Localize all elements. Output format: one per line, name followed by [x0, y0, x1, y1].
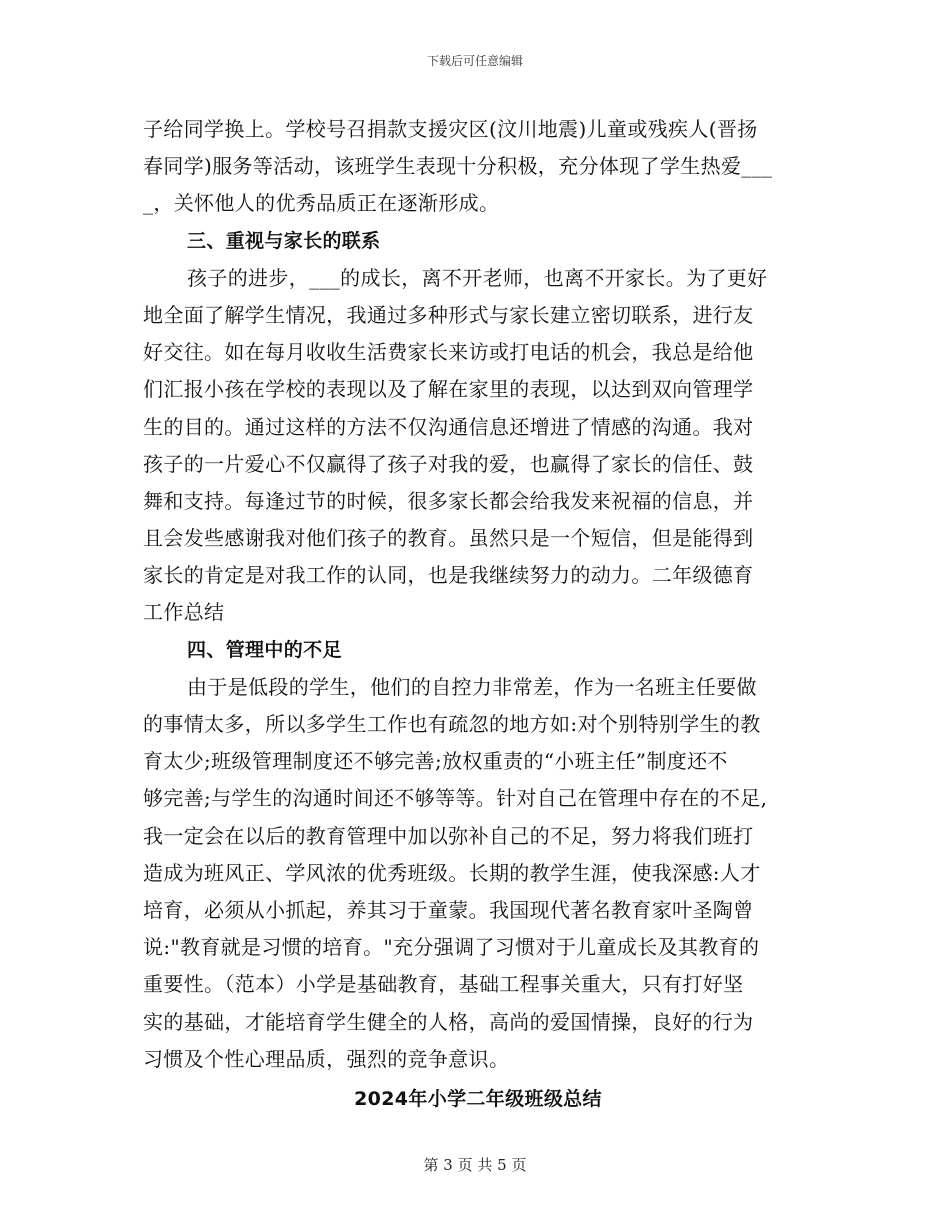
paragraph-line: 习惯及个性心理品质，强烈的竞争意识。	[143, 1046, 510, 1071]
paragraph-line: 说:"教育就是习惯的培育。"充分强调了习惯对于儿童成长及其教育的	[143, 935, 760, 960]
section-heading-4: 四、管理中的不足	[187, 638, 342, 661]
page-header: 下载后可任意编辑	[426, 54, 523, 68]
paragraph-line: 家长的肯定是对我工作的认同，也是我继续努力的动力。二年级德育	[143, 563, 754, 588]
paragraph-line: 造成为班风正、学风浓的优秀班级。长期的教学生涯，使我深感:人才	[143, 860, 761, 885]
paragraph-line: 春同学)服务等活动，该班学生表现十分积极，充分体现了学生热爱___	[143, 154, 773, 179]
paragraph-line: 重要性。（范本）小学是基础教育，基础工程事关重大，只有打好坚	[143, 972, 744, 997]
paragraph-line: 育太少;班级管理制度还不够完善;放权重责的“小班主任”制度还不	[143, 749, 728, 774]
paragraph-line: 且会发些感谢我对他们孩子的教育。虽然只是一个短信，但是能得到	[143, 526, 754, 551]
paragraph-line: 工作总结	[143, 600, 225, 625]
paragraph-line: 孩子的进步，___的成长，离不开老师，也离不开家长。为了更好	[187, 265, 768, 290]
paragraph-line: 培育，必须从小抓起，养其习于童蒙。我国现代著名教育家叶圣陶曾	[143, 897, 754, 922]
paragraph-line: 够完善;与学生的沟通时间还不够等等。针对自己在管理中存在的不足,	[143, 786, 768, 811]
page-footer: 第 3 页 共 5 页	[423, 1156, 527, 1174]
paragraph-line: _，关怀他人的优秀品质正在逐渐形成。	[143, 191, 500, 216]
paragraph-line: 子给同学换上。学校号召捐款支援灾区(汶川地震)儿童或残疾人(晋扬	[143, 117, 758, 141]
paragraph-line: 生的目的。通过这样的方法不仅沟通信息还增进了情感的沟通。我对	[143, 414, 754, 439]
document-title: 2024年小学二年级班级总结	[354, 1087, 602, 1110]
paragraph-line: 地全面了解学生情况，我通过多种形式与家长建立密切联系，进行友	[143, 302, 754, 327]
section-heading-3: 三、重视与家长的联系	[187, 229, 381, 252]
paragraph-line: 由于是低段的学生，他们的自控力非常差，作为一名班主任要做	[187, 674, 757, 699]
paragraph-line: 好交往。如在每月收收生活费家长来访或打电话的机会，我总是给他	[143, 340, 754, 365]
document-body	[143, 111, 813, 1118]
paragraph-line: 实的基础，才能培育学生健全的人格，高尚的爱国情操，良好的行为	[143, 1009, 754, 1034]
paragraph-line: 的事情太多，所以多学生工作也有疏忽的地方如:对个别特别学生的教	[143, 712, 761, 736]
paragraph-line: 孩子的一片爱心不仅赢得了孩子对我的爱，也赢得了家长的信任、鼓	[143, 451, 754, 476]
paragraph-line: 们汇报小孩在学校的表现以及了解在家里的表现，以达到双向管理学	[143, 377, 754, 402]
paragraph-line: 舞和支持。每逢过节的时候，很多家长都会给我发来祝福的信息，并	[143, 488, 754, 513]
paragraph-line: 我一定会在以后的教育管理中加以弥补自己的不足，努力将我们班打	[143, 823, 754, 848]
